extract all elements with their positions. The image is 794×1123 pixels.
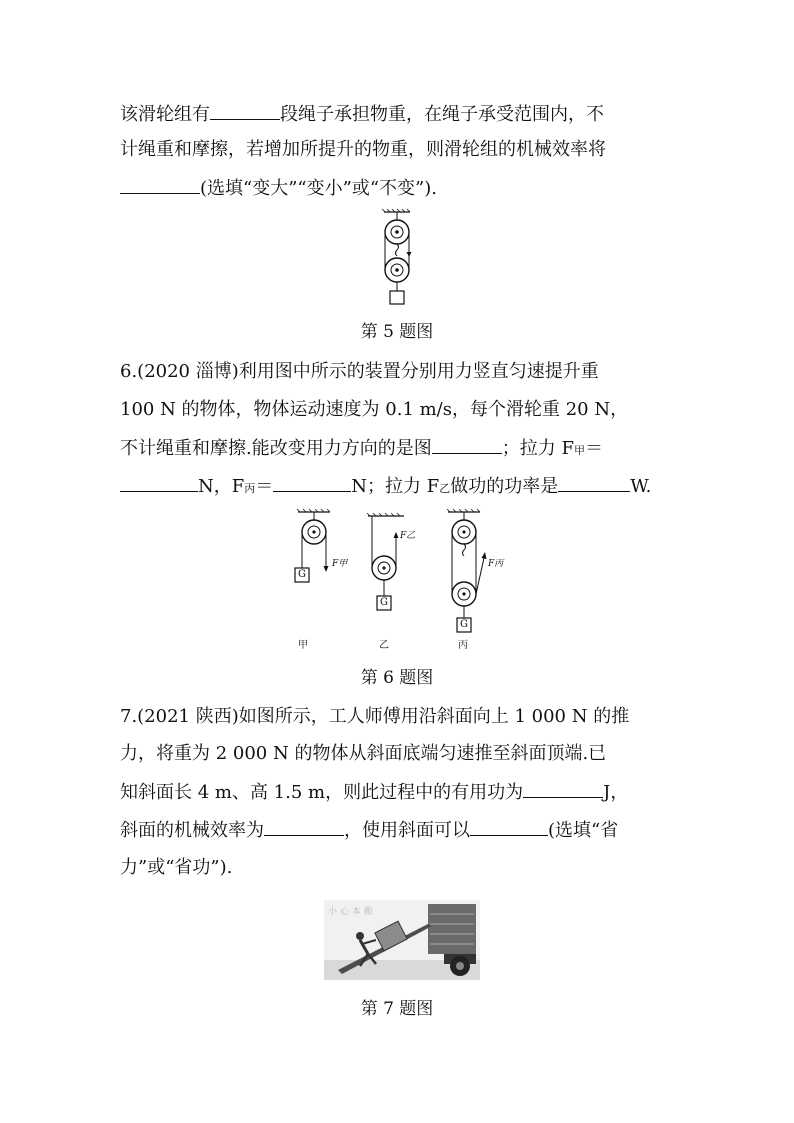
q5-line-2 bbox=[120, 139, 606, 161]
answer-blank bbox=[558, 475, 630, 492]
q6-line-2 bbox=[120, 399, 628, 421]
q6-text: N；拉力 F bbox=[351, 476, 440, 497]
answer-blank bbox=[120, 177, 200, 194]
answer-blank bbox=[523, 781, 603, 798]
setup-label-jia: 甲 bbox=[298, 640, 308, 651]
weight-g-label: G bbox=[380, 597, 388, 608]
force-subscript: 乙 bbox=[439, 482, 451, 495]
weight-g-label: G bbox=[460, 619, 468, 630]
q7-text: 知斜面长 4 m、高 1.5 m，则此过程中的有用功为 bbox=[120, 782, 524, 803]
q7-text: 斜面的机械效率为 bbox=[120, 820, 264, 841]
q6-text: 不计绳重和摩擦.能改变用力方向的是图 bbox=[120, 438, 432, 459]
q5-text: 段绳子承担物重，在绳子承受范围内，不 bbox=[280, 104, 604, 125]
q6-text: W. bbox=[630, 476, 652, 497]
q7-line-4 bbox=[120, 819, 618, 842]
q6-text: 做功的功率是 bbox=[450, 476, 559, 497]
q7-text: (选填“省 bbox=[548, 820, 619, 841]
q7-line-1 bbox=[120, 706, 629, 728]
force-label-bing: F丙 bbox=[488, 559, 504, 569]
force-subscript: 丙 bbox=[244, 482, 256, 495]
answer-blank bbox=[120, 475, 198, 492]
q7-text: 力”或“省功”). bbox=[120, 857, 233, 878]
q7-text: 力，将重为 2 000 N 的物体从斜面底端匀速推至斜面顶端.已 bbox=[120, 743, 607, 764]
q5-pulley-figure bbox=[372, 208, 422, 310]
weight-g-label: G bbox=[298, 569, 306, 580]
q5-line-1 bbox=[120, 103, 604, 126]
q6-text: N，F bbox=[198, 476, 245, 497]
answer-blank bbox=[470, 819, 548, 836]
q7-line-2 bbox=[120, 743, 606, 765]
setup-label-yi: 乙 bbox=[379, 640, 389, 651]
q5-text: 该滑轮组有 bbox=[120, 104, 210, 125]
q7-line-3 bbox=[120, 781, 628, 804]
q6-text: ；拉力 F bbox=[501, 438, 574, 459]
q7-text: 7.(2021 陕西)如图所示，工人师傅用沿斜面向上 1 000 N 的推 bbox=[120, 706, 630, 727]
force-label-yi: F乙 bbox=[400, 531, 416, 541]
q6-line-1 bbox=[120, 361, 599, 383]
q5-figure-caption: 第 5 题图 bbox=[360, 322, 434, 342]
force-label-jia: F甲 bbox=[332, 559, 348, 569]
q5-text: 计绳重和摩擦，若增加所提升的物重，则滑轮组的机械效率将 bbox=[120, 139, 606, 160]
svg-text:小 心 本 搬: 小 心 本 搬 bbox=[328, 907, 373, 917]
q6-figure-caption: 第 6 题图 bbox=[360, 668, 434, 688]
force-subscript: 甲 bbox=[573, 444, 585, 457]
q6-text: 100 N 的物体，物体运动速度为 0.1 m/s，每个滑轮重 20 N， bbox=[120, 399, 629, 420]
q5-text: (选填“变大”“变小”或“不变”). bbox=[200, 178, 437, 199]
q5-line-3 bbox=[120, 177, 437, 200]
answer-blank bbox=[273, 475, 351, 492]
q6-figure bbox=[280, 506, 520, 654]
answer-blank bbox=[264, 819, 344, 836]
q7-text: J， bbox=[603, 782, 629, 803]
q6-line-4 bbox=[120, 475, 651, 500]
answer-blank bbox=[210, 103, 280, 120]
setup-label-bing: 丙 bbox=[458, 640, 468, 651]
q6-text: ＝ bbox=[584, 438, 603, 459]
answer-blank bbox=[432, 437, 502, 454]
q7-incline-photo bbox=[324, 900, 480, 980]
q6-line-3 bbox=[120, 437, 603, 462]
q7-line-5 bbox=[120, 857, 232, 879]
q7-figure-caption: 第 7 题图 bbox=[360, 999, 434, 1019]
q6-text: ＝ bbox=[255, 476, 274, 497]
q6-text: 6.(2020 淄博)利用图中所示的装置分别用力竖直匀速提升重 bbox=[120, 361, 599, 382]
q7-text: ，使用斜面可以 bbox=[344, 820, 470, 841]
